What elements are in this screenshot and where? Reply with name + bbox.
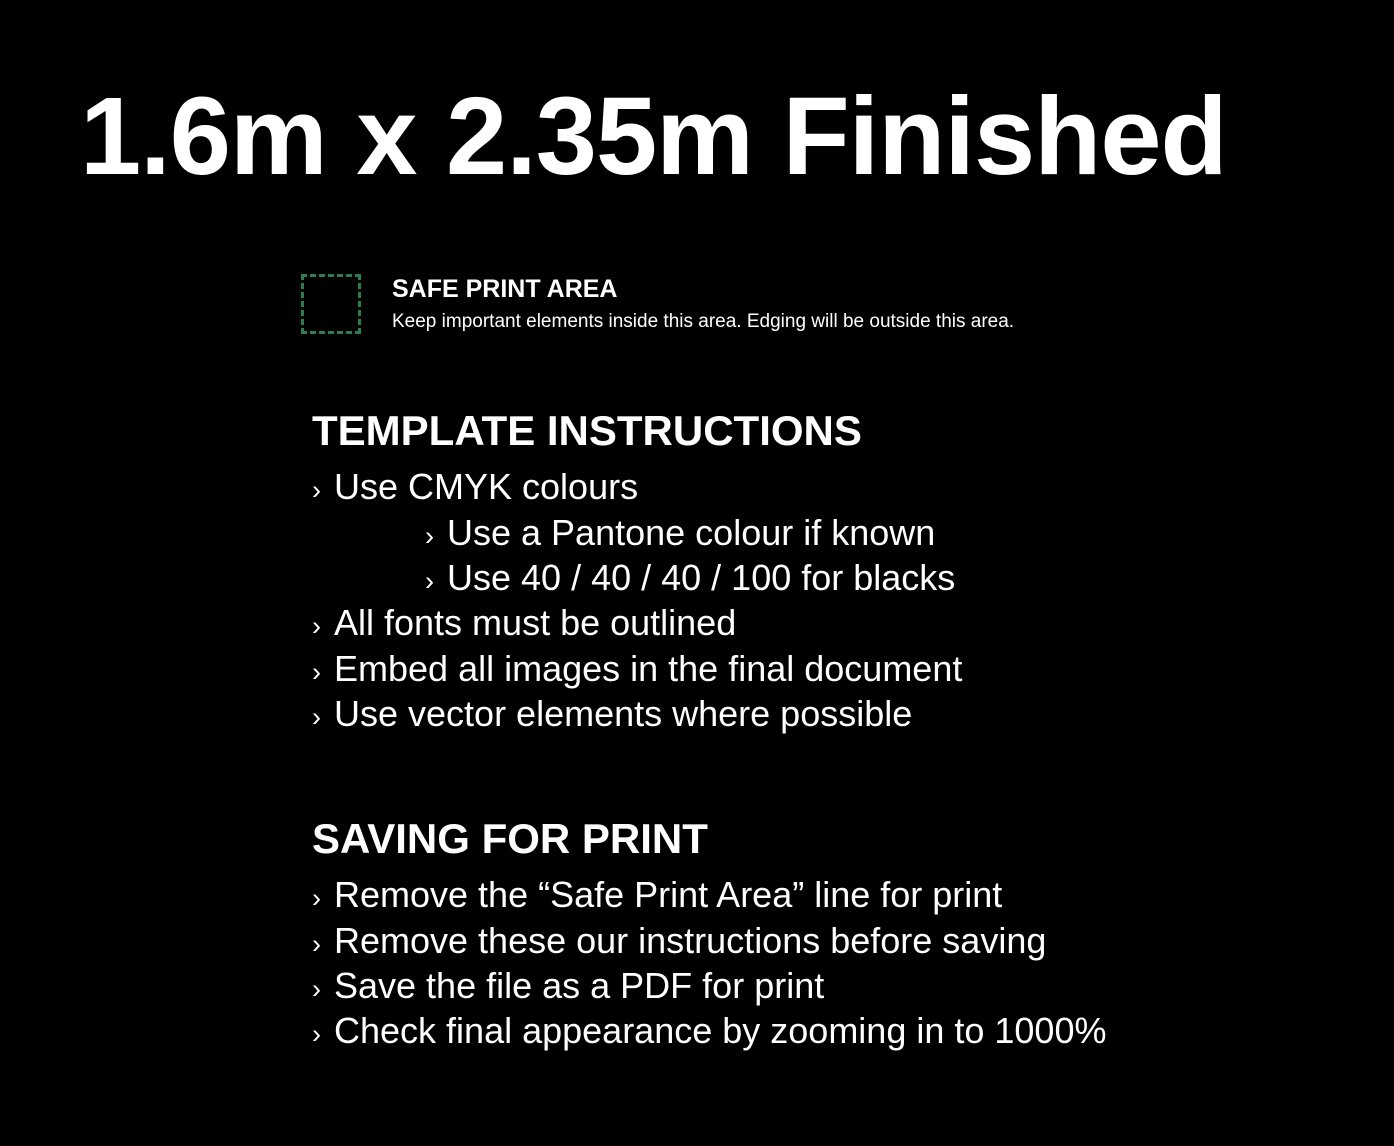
list-item	[312, 963, 1107, 1008]
chevron-right-icon: ›	[312, 973, 321, 1004]
chevron-right-icon: ›	[312, 928, 321, 959]
list-item	[312, 646, 962, 691]
saving-for-print-list	[312, 872, 1107, 1053]
list-item	[312, 600, 962, 645]
chevron-right-icon: ›	[312, 611, 321, 642]
list-item-label: Use vector elements where possible	[334, 692, 913, 734]
chevron-right-icon: ›	[312, 656, 321, 687]
list-item-label: Remove these our instructions before saving	[334, 919, 1047, 961]
safe-print-area-legend	[301, 274, 1014, 334]
template-instructions-list	[312, 464, 962, 736]
safe-print-area-text	[392, 274, 1014, 333]
safe-print-area-title: SAFE PRINT AREA	[392, 275, 618, 303]
list-item-label: Use CMYK colours	[334, 466, 639, 508]
list-item	[312, 691, 962, 736]
list-item	[312, 464, 962, 509]
list-item	[312, 872, 1107, 917]
section-heading-saving-for-print: SAVING FOR PRINT	[312, 815, 708, 862]
list-item-label: Remove the “Safe Print Area” line for print	[334, 874, 1003, 916]
section-saving-for-print	[312, 816, 1107, 1054]
list-item	[312, 555, 962, 600]
safe-print-area-swatch-icon	[301, 274, 361, 334]
chevron-right-icon: ›	[312, 701, 321, 732]
list-item-label: Embed all images in the final document	[334, 647, 963, 689]
chevron-right-icon: ›	[312, 883, 321, 914]
chevron-right-icon: ›	[425, 520, 434, 551]
list-item-label: Save the file as a PDF for print	[334, 964, 825, 1006]
page-title: 1.6m x 2.35m Finished	[80, 75, 1227, 198]
section-template-instructions	[312, 408, 962, 736]
list-item	[312, 918, 1107, 963]
list-item	[312, 510, 962, 555]
chevron-right-icon: ›	[312, 1019, 321, 1050]
chevron-right-icon: ›	[425, 565, 434, 596]
chevron-right-icon: ›	[312, 475, 321, 506]
list-item-label: Use 40 / 40 / 40 / 100 for blacks	[447, 556, 956, 598]
list-item-label: Use a Pantone colour if known	[447, 511, 936, 553]
list-item	[312, 1008, 1107, 1053]
list-item-label: Check final appearance by zooming in to 1000%	[334, 1010, 1107, 1052]
safe-print-area-description: Keep important elements inside this area. Edging will be outside this area.	[392, 310, 1015, 332]
section-heading-template-instructions: TEMPLATE INSTRUCTIONS	[312, 407, 862, 454]
list-item-label: All fonts must be outlined	[334, 602, 737, 644]
